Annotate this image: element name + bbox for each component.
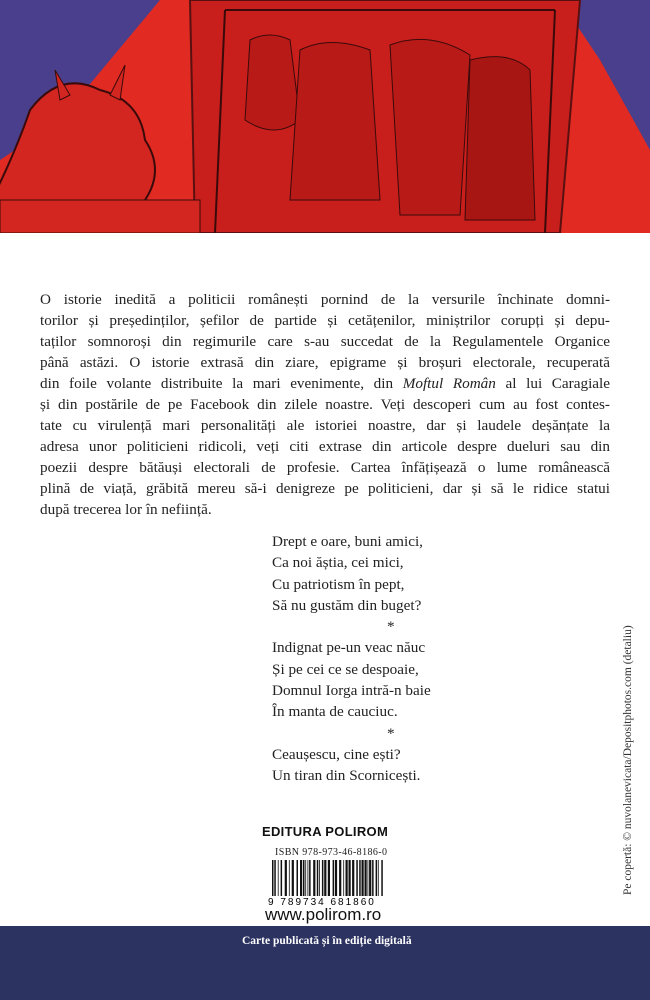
poem-line: Ca noi ăștia, cei mici, [272,554,404,572]
barcode-bar [333,860,335,896]
barcode-bar [381,860,383,896]
barcode-bar [356,860,358,896]
stanza-separator: * [387,724,395,742]
barcode-bar [378,860,379,896]
blurb-line: torilor și președinților, șefilor de partide și cetățenilor, miniștrilor corupți și depu- [40,312,610,329]
stanza-separator: * [387,618,395,636]
barcode-bar [346,860,348,896]
barcode-bar [343,860,344,896]
bottom-band [0,926,650,1000]
barcode-bar [285,860,287,896]
poem-line: Și pe cei ce se despoaie, [272,660,419,678]
barcode-bar [281,860,283,896]
blurb-line: până astăzi. O istorie extrasă din ziare, epigrame și broșuri electorale, recuperată [40,354,610,371]
barcode-bar [300,860,302,896]
barcode-bar [362,860,364,896]
publisher-name: EDITURA POLIROM [262,824,389,839]
barcode-bar [272,860,274,896]
cover-illustration [0,0,650,233]
poem-line: Drept e oare, buni amici, [272,533,423,550]
barcode-bar [303,860,305,896]
barcode-bar [292,860,294,896]
barcode-bar [365,860,367,896]
blurb-line: din foile volante distribuite la mari evenimente, din Moftul Român al lui Caragiale [40,375,610,392]
barcode-bar [368,860,369,896]
barcode-bar [372,860,374,896]
publisher-website: www.polirom.ro [265,905,382,924]
barcode-bar [376,860,378,896]
barcode-bar [274,860,276,896]
barcode-bar [352,860,354,896]
poem [272,531,431,787]
cover-credit: Pe copertă: © nuvolanevicata/Depositphotos.com (detaliu) [622,625,634,895]
blurb-text [40,289,610,520]
blurb-line: tate cu virulență mari personalități ale istoriei noastre, dar și laudele deșănțate la [40,417,610,434]
barcode-bar [322,860,324,896]
barcode-bar [349,860,351,896]
blurb-line: și din postările de pe Facebook din zilele noastre. Veți descoperi cum au fost contes- [40,396,610,413]
barcode-bar [309,860,311,896]
poem-line: Domnul Iorga intră-n baie [272,682,431,700]
barcode-bar [308,860,309,896]
poem-line: Ceaușescu, cine ești? [272,745,401,763]
poem-line: În manta de cauciuc. [272,703,398,721]
poem-line: Să nu gustăm din buget? [272,596,422,614]
poem-line: Indignat pe-un veac năuc [272,639,426,657]
barcode-bar [324,860,326,896]
barcode-bar [319,860,320,896]
barcode-bar [328,860,330,896]
barcode-bar [289,860,290,896]
blurb-line: adresa unor politicieni ridicoli, veți citi extrase din articole despre dueluri sau din [40,438,610,455]
barcode-bar [305,860,306,896]
barcode-bar [317,860,319,896]
blurb-line: poezii despre bătăuși electorali de profesie. Cartea înfățișează o lume românească [40,459,610,476]
barcode-digits: 9 789734 681860 [268,897,376,906]
poem-line: Cu patriotism în pept, [272,575,405,593]
barcode-bar [313,860,315,896]
barcode-bar [278,860,279,896]
barcode-bar [297,860,299,896]
poem-line: Un tiran din Scornicești. [272,767,421,785]
barcode [268,860,388,906]
barcode-bar [359,860,361,896]
blurb-line: taților somnoroși din regimurile care s-au succedat de la Regulamentele Organice [40,333,610,350]
isbn: ISBN 978-973-46-8186-0 [275,847,388,858]
blurb-line: după trecerea lor în neființă. [40,501,212,518]
blurb-line: O istorie inedită a politicii românești pornind de la versurile închinate domni- [40,291,610,308]
barcode-bar [339,860,341,896]
barcode-bar [369,860,371,896]
barcode-bar [335,860,337,896]
blurb-line: plină de viață, grăbită mereu să-i denigreze pe politicieni, dar și să le ridice statui [40,480,610,497]
digital-edition-note: Carte publicată și în ediție digitală [242,935,412,947]
